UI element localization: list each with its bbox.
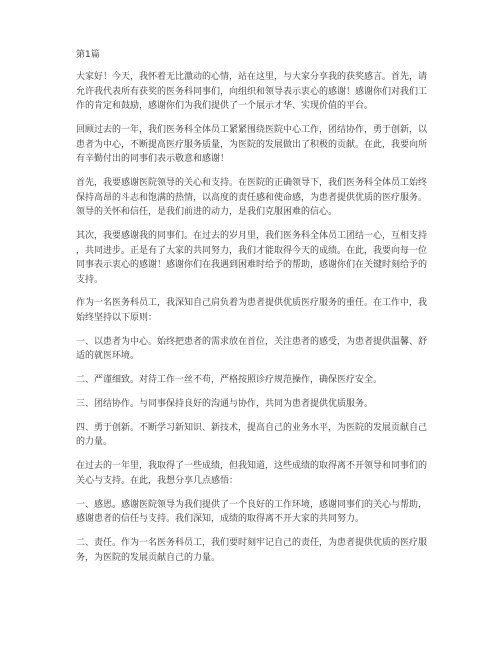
paragraph-10: 在过去的一年里，我取得了一些成绩，但我知道，这些成绩的取得离不开领导和同事们的关心与支持。在此，我想分享几点感悟： bbox=[76, 461, 428, 486]
paragraph-1: 大家好！今天，我怀着无比激动的心情，站在这里，与大家分享我的获奖感言。首先，请允许我代表所有获奖的医务科同事们，向组织和领导表示衷心的感谢！感谢你们对我们工作的肯定和鼓励，感谢你们为我们提供了一个展示才华、实现价值的平台。 bbox=[76, 72, 428, 112]
paragraph-4: 其次，我要感谢我的同事们。在过去的岁月里，我们医务科全体员工团结一心，互相支持，共同进步。正是有了大家的共同努力，我们才能取得今天的成绩。在此，我要向每一位同事表示衷心的感谢！感谢你们在我遇到困难时给予的帮助，感谢你们在关键时刻给予的支持。 bbox=[76, 230, 428, 285]
paragraph-7: 二、严谨细致。对待工作一丝不苟，严格按照诊疗规范操作，确保医疗安全。 bbox=[76, 375, 383, 386]
paragraph-5: 作为一名医务科员工，我深知自己肩负着为患者提供优质医疗服务的重任。在工作中，我始终坚持以下原则： bbox=[76, 298, 428, 324]
paragraph-6: 一、以患者为中心。始终把患者的需求放在首位，关注患者的感受，为患者提供温馨、舒适的就医环境。 bbox=[76, 336, 428, 362]
paragraph-9: 四、勇于创新。不断学习新知识、新技术，提高自己的业务水平，为医院的发展贡献自己的力量。 bbox=[76, 422, 428, 448]
document-body bbox=[76, 48, 427, 574]
paragraph-12: 二、责任。作为一名医务科员工，我们要时刻牢记自己的责任，为患者提供优质的医疗服务，为医院的发展贡献自己的力量。 bbox=[76, 537, 428, 563]
paragraph-11: 一、感恩。感谢医院领导为我们提供了一个良好的工作环境，感谢同事们的关心与帮助，感谢患者的信任与支持。我们深知，成绩的取得离不开大家的共同努力。 bbox=[76, 499, 428, 525]
paragraph-8: 三、团结协作。与同事保持良好的沟通与协作，共同为患者提供优质服务。 bbox=[76, 399, 374, 409]
paragraph-3: 首先，我要感谢医院领导的关心和支持。在医院的正确领导下，我们医务科全体员工始终保持高昂的斗志和饱满的热情，以高度的责任感和使命感，为患者提供优质的医疗服务。领导的关怀和信任，是我们前进的动力，是我们克服困难的信心。 bbox=[76, 177, 428, 218]
section-heading: 第1篇 bbox=[76, 50, 100, 60]
paragraph-2: 回顾过去的一年，我们医务科全体员工紧紧围绕医院中心工作，团结协作，勇于创新，以患者为中心，不断提高医疗服务质量，为医院的发展做出了积极的贡献。在此，我要向所有辛勤付出的同事们表示敬意和感谢！ bbox=[76, 124, 428, 165]
